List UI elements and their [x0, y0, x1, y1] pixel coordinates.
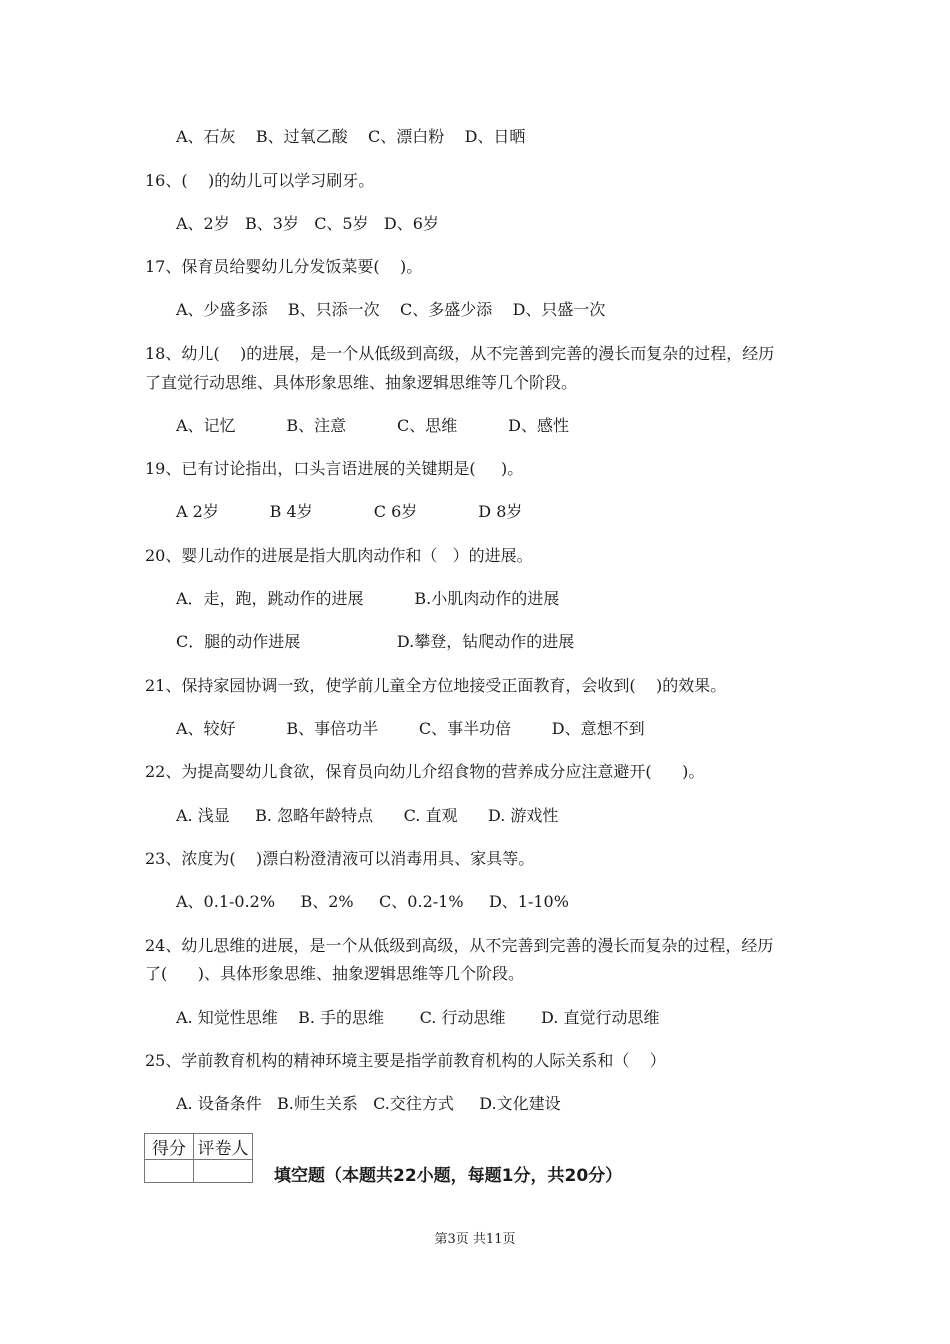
q22-text: 22、为提高婴幼儿食欲，保育员向幼儿介绍食物的营养成分应注意避开( )。: [145, 762, 705, 781]
grader-cell: [194, 1160, 253, 1183]
q25-text: 25、学前教育机构的精神环境主要是指学前教育机构的人际关系和（ ）: [145, 1051, 666, 1070]
q21-text: 21、保持家园协调一致，使学前儿童全方位地接受正面教育，会收到( )的效果。: [145, 676, 727, 695]
q15-options: A、石灰 B、过氧乙酸 C、漂白粉 D、日晒: [176, 127, 526, 146]
q24-options: A. 知觉性思维 B. 手的思维 C. 行动思维 D. 直觉行动思维: [176, 1008, 660, 1027]
q18-text-line2: 了直觉行动思维、具体形象思维、抽象逻辑思维等几个阶段。: [145, 373, 578, 392]
section-title: 填空题（本题共22小题，每题1分，共20分）: [274, 1166, 623, 1186]
q24-text-line2: 了( )、具体形象思维、抽象逻辑思维等几个阶段。: [145, 964, 525, 983]
page-footer: 第3页 共11页: [434, 1232, 516, 1247]
score-header: 得分: [145, 1134, 194, 1160]
q20-options-row2: C．腿的动作进展 D.攀登，钻爬动作的进展: [176, 632, 575, 651]
q23-options: A、0.1-0.2% B、2% C、0.2-1% D、1-10%: [176, 892, 569, 911]
q21-options: A、较好 B、事倍功半 C、事半功倍 D、意想不到: [176, 719, 645, 738]
q17-options: A、少盛多添 B、只添一次 C、多盛少添 D、只盛一次: [176, 300, 606, 319]
q16-text: 16、( )的幼儿可以学习刷牙。: [145, 171, 375, 190]
score-cell: [145, 1160, 194, 1183]
q19-options: A 2岁 B 4岁 C 6岁 D 8岁: [176, 502, 523, 521]
q22-options: A. 浅显 B. 忽略年龄特点 C. 直观 D. 游戏性: [176, 806, 559, 825]
q18-text-line1: 18、幼儿( )的进展，是一个从低级到高级，从不完善到完善的漫长而复杂的过程，经历: [145, 344, 775, 363]
q16-options: A、2岁 B、3岁 C、5岁 D、6岁: [176, 214, 439, 233]
q23-text: 23、浓度为( )漂白粉澄清液可以消毒用具、家具等。: [145, 849, 535, 868]
q18-options: A、记忆 B、注意 C、思维 D、感性: [176, 416, 569, 435]
q20-text: 20、婴儿动作的进展是指大肌肉动作和（ ）的进展。: [145, 546, 533, 565]
grader-header: 评卷人: [194, 1134, 253, 1160]
q17-text: 17、保育员给婴幼儿分发饭菜要( )。: [145, 257, 423, 276]
score-table: [144, 1133, 253, 1183]
q20-options-row1: A．走，跑，跳动作的进展 B.小肌肉动作的进展: [176, 589, 560, 608]
q24-text-line1: 24、幼儿思维的进展，是一个从低级到高级，从不完善到完善的漫长而复杂的过程，经历: [145, 936, 774, 955]
q19-text: 19、已有讨论指出，口头言语进展的关键期是( )。: [145, 459, 524, 478]
q25-options: A. 设备条件 B.师生关系 C.交往方式 D.文化建设: [176, 1094, 561, 1113]
